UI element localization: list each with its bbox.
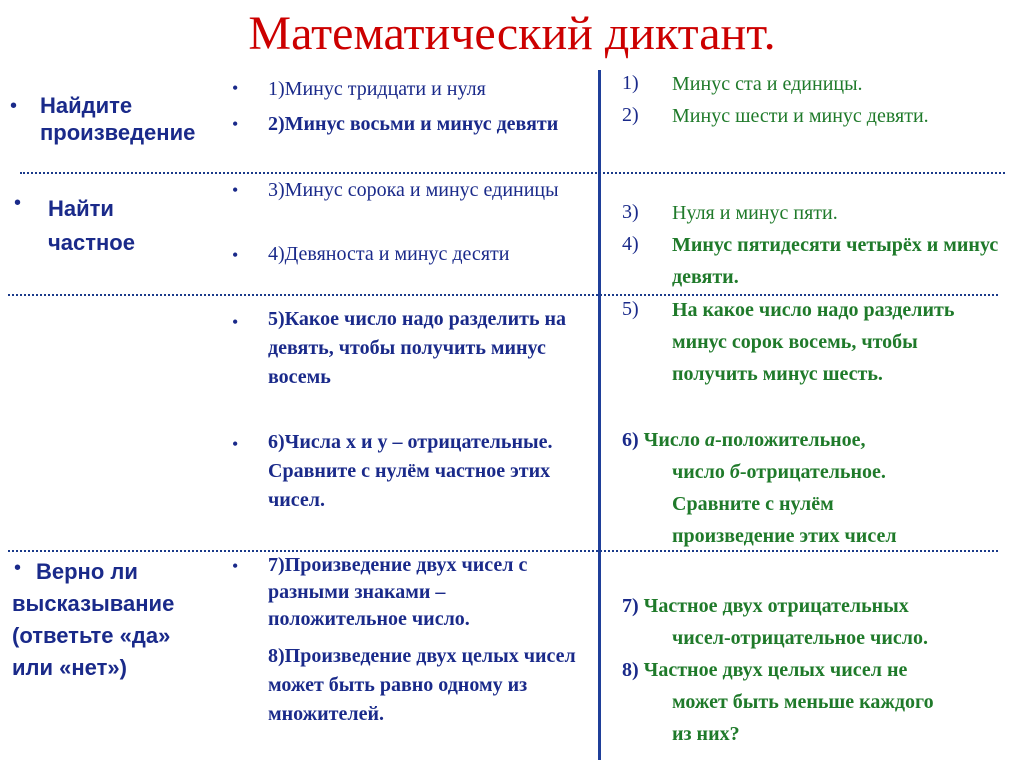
right-num-5: 5): [622, 298, 639, 320]
left-section-quotient-line1: Найти: [48, 196, 114, 221]
right-item-6-text-a: Число: [643, 429, 705, 451]
mid-item-7: 7)Произведение двух чисел с разными знаками – положительное число.: [268, 554, 528, 630]
mid-item-8: 8)Произведение двух целых чисел может быть равно одному из множителей.: [268, 645, 576, 725]
right-item-6-line2: [622, 456, 1022, 488]
left-section-truth: [12, 556, 174, 684]
right-item-7-line2: чисел-отрицательное число.: [672, 627, 928, 649]
mid-bullet-7: •: [232, 556, 239, 576]
mid-item-3: 3)Минус сорока и минус единицы: [268, 179, 559, 201]
row-divider-1: [20, 172, 1005, 174]
left-bullet-2: •: [14, 192, 22, 214]
left-bullet-1: •: [10, 95, 18, 117]
right-item-6-line4: произведение этих чисел: [672, 525, 897, 547]
right-num-3: 3): [622, 201, 639, 223]
mid-bullet-5: •: [232, 312, 239, 332]
right-item-2: Минус шести и минус девяти.: [672, 105, 929, 127]
right-item-6-line2-text: число: [672, 461, 730, 483]
mid-bullet-1: •: [232, 78, 239, 98]
mid-bullet-2: •: [232, 114, 239, 134]
right-num-2: 2): [622, 104, 639, 126]
left-section-truth-line1: Верно ли: [36, 559, 138, 584]
left-bullet-3: •: [14, 557, 22, 579]
right-item-8: [622, 654, 1022, 750]
right-num-6: 6): [622, 429, 639, 451]
left-section-product-line2: произведение: [40, 120, 196, 145]
mid-item-2: 2)Минус восьми и минус девяти: [268, 113, 559, 135]
mid-bullet-3: •: [232, 180, 239, 200]
right-item-6-line3: Сравните с нулём: [672, 493, 834, 515]
right-num-4: 4): [622, 233, 639, 255]
right-item-1: Минус ста и единицы.: [672, 73, 863, 95]
right-item-7-line1: Частное двух отрицательных: [643, 595, 909, 617]
right-item-8-line1: Частное двух целых чисел не: [643, 659, 908, 681]
right-item-8-line2: может быть меньше каждого: [672, 691, 934, 713]
mid-item-6: 6)Числа х и у – отрицательные. Сравните с нулём частное этих чисел.: [268, 431, 553, 511]
mid-item-4: 4)Девяноста и минус десяти: [268, 243, 510, 265]
left-section-product: [40, 92, 195, 146]
right-item-5: На какое число надо разделить минус сорок восемь, чтобы получить минус шесть.: [672, 299, 955, 385]
right-item-8-line3: из них?: [672, 723, 740, 745]
right-item-6-var-a: а: [704, 429, 715, 451]
mid-item-1: 1)Минус тридцати и нуля: [268, 78, 486, 100]
left-section-quotient: [48, 192, 135, 260]
left-section-truth-line2: высказывание: [12, 591, 175, 616]
mid-bullet-4: •: [232, 245, 239, 265]
mid-bullet-6: •: [232, 434, 239, 454]
right-item-6-var-b: б: [729, 461, 740, 483]
right-num-8: 8): [622, 659, 639, 681]
left-section-quotient-line2: частное: [48, 230, 135, 255]
left-section-truth-line3: (ответьте «да»: [12, 623, 171, 648]
right-item-4: Минус пятидесяти четырёх и минус девяти.: [672, 234, 999, 288]
right-item-6: [622, 424, 1022, 552]
right-item-6-line2-tail: -отрицательное.: [739, 461, 886, 483]
right-item-6-text-b: -положительное,: [714, 429, 866, 451]
page-title: Математический диктант.: [248, 7, 776, 60]
right-item-3: Нуля и минус пяти.: [672, 202, 838, 224]
mid-item-5: 5)Какое число надо разделить на девять, чтобы получить минус восемь: [268, 308, 567, 388]
right-item-7: [622, 590, 1022, 654]
left-section-product-line1: Найдите: [40, 93, 133, 118]
left-section-truth-line4: или «нет»): [12, 655, 127, 680]
right-num-7: 7): [622, 595, 639, 617]
right-num-1: 1): [622, 72, 639, 94]
